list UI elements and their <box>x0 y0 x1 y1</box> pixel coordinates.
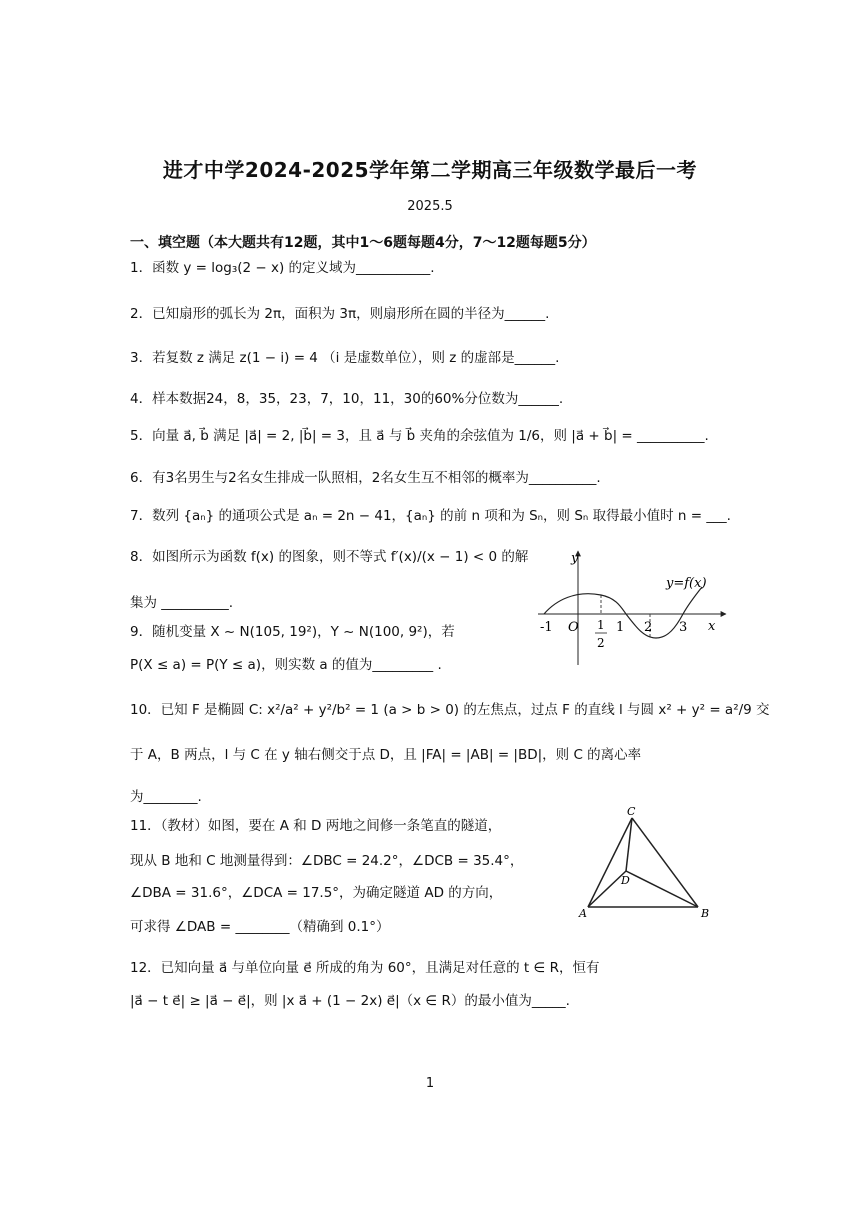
question-11-line-4: 可求得 ∠DAB = ________（精确到 0.1°） <box>130 919 390 935</box>
label-c: C <box>627 805 636 818</box>
tick-3: 3 <box>679 620 688 635</box>
question-2: 2．已知扇形的弧长为 2π，面积为 3π，则扇形所在圆的半径为______. <box>130 306 550 322</box>
question-12-line-2: |a⃗ − t e⃗| ≥ |a⃗ − e⃗|，则 |x a⃗ + (1 − 2x) e⃗|（x ∈ R）的最小值为_____. <box>130 993 570 1009</box>
question-11-line-1: 11．（教材）如图，要在 A 和 D 两地之间修一条笔直的隧道， <box>130 818 502 834</box>
exam-date: 2025.5 <box>407 199 453 214</box>
page-title: 进才中学2024-2025学年第二学期高三年级数学最后一考 <box>162 158 698 182</box>
question-8-line-2: 集为 __________. <box>130 595 234 611</box>
tick-half-denominator: 2 <box>597 636 605 650</box>
question-11-line-3: ∠DBA = 31.6°，∠DCA = 17.5°，为确定隧道 AD 的方向， <box>130 885 503 901</box>
label-a: A <box>579 907 587 920</box>
question-8-line-1: 8．如图所示为函数 f(x) 的图象，则不等式 f′(x)/(x − 1) < 0 的解 <box>130 549 529 565</box>
question-9-line-1: 9．随机变量 X ~ N(105, 19²)，Y ~ N(100, 9²)，若 <box>130 624 455 640</box>
tunnel-figure <box>574 804 724 924</box>
question-10-line-3: 为________. <box>130 789 202 805</box>
curve-label: y=f(x) <box>666 576 707 591</box>
question-6: 6．有3名男生与2名女生排成一队照相，2名女生互不相邻的概率为__________. <box>130 470 601 486</box>
label-b: B <box>701 907 710 920</box>
edge-bd <box>626 871 698 907</box>
x-axis-label: x <box>708 619 716 634</box>
tick-neg1: -1 <box>540 620 553 635</box>
function-graph-figure <box>536 545 732 667</box>
page-number: 1 <box>425 1076 435 1091</box>
question-10-line-1: 10．已知 F 是椭圆 C: x²/a² + y²/b² = 1 (a > b > 0) 的左焦点，过点 F 的直线 l 与圆 x² + y² = a²/9 交 <box>130 702 770 718</box>
tick-half-numerator: 1 <box>597 618 605 632</box>
question-3: 3．若复数 z 满足 z(1 − i) = 4 （i 是虚数单位），则 z 的虚部是______. <box>130 350 560 366</box>
edge-bc <box>632 818 698 907</box>
y-axis-label: y <box>571 551 579 566</box>
origin-label: O <box>568 620 579 635</box>
tick-1: 1 <box>616 620 625 635</box>
question-12-line-1: 12．已知向量 a⃗ 与单位向量 e⃗ 所成的角为 60°，且满足对任意的 t ∈ R，恒有 <box>130 960 600 976</box>
question-9-line-2: P(X ≤ a) = P(Y ≤ a)，则实数 a 的值为_________ . <box>130 657 442 673</box>
question-7: 7．数列 {aₙ} 的通项公式是 aₙ = 2n − 41，{aₙ} 的前 n 项和为 Sₙ，则 Sₙ 取得最小值时 n = ___. <box>130 508 731 524</box>
question-5: 5．向量 a⃗, b⃗ 满足 |a⃗| = 2, |b⃗| = 3，且 a⃗ 与 b⃗ 夹角的余弦值为 1/6，则 |a⃗ + b⃗| = __________. <box>130 428 709 444</box>
tick-2: 2 <box>644 620 653 635</box>
edge-ac <box>588 818 632 907</box>
question-11-line-2: 现从 B 地和 C 地测量得到：∠DBC = 24.2°，∠DCB = 35.4°， <box>130 853 524 869</box>
question-4: 4．样本数据24，8，35，23，7，10，11，30的60%分位数为______. <box>130 391 564 407</box>
section-header: 一、填空题（本大题共有12题，其中1～6题每题4分，7～12题每题5分） <box>130 235 596 251</box>
question-1: 1．函数 y = log₃(2 − x) 的定义域为___________. <box>130 260 435 276</box>
label-d: D <box>621 874 630 887</box>
edge-cd <box>626 818 632 871</box>
question-10-line-2: 于 A，B 两点，l 与 C 在 y 轴右侧交于点 D，且 |FA| = |AB| = |BD|，则 C 的离心率 <box>130 747 642 763</box>
